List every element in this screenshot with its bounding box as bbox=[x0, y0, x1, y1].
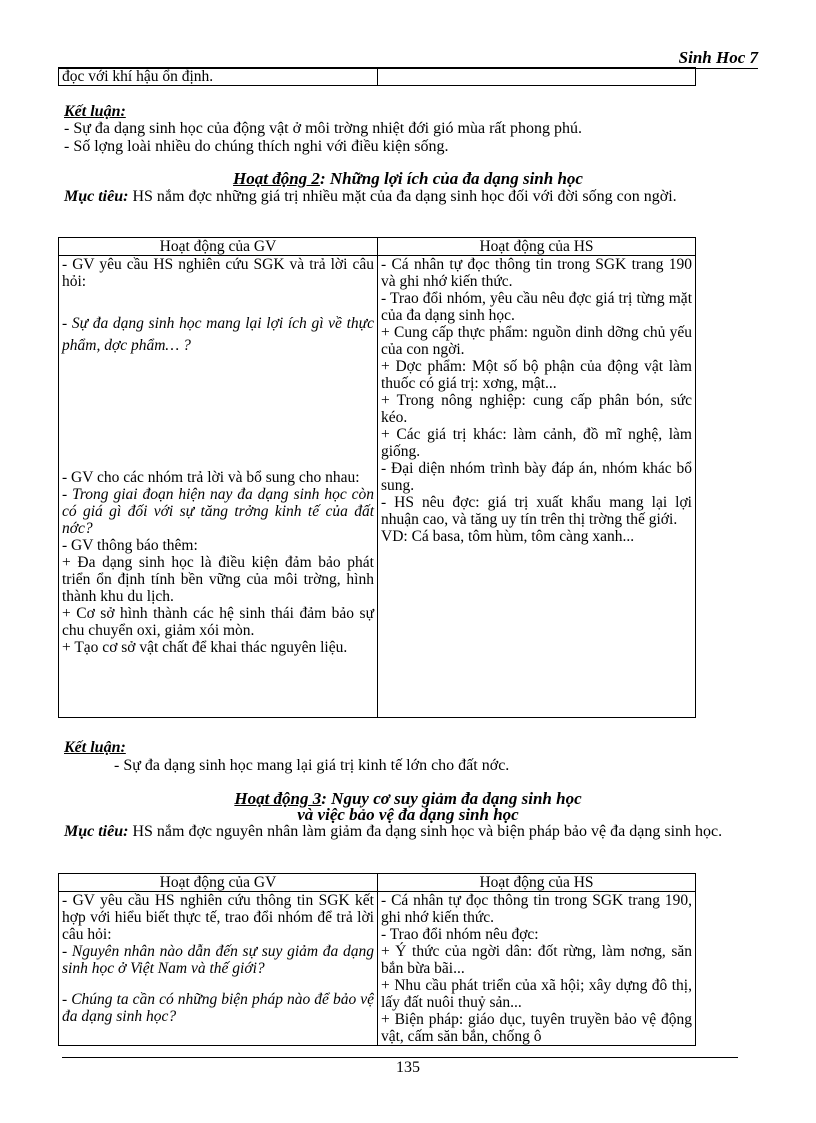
a3-gv-question-1: - Nguyên nhân nào dẫn đến sự suy giảm đa dạng sinh học ở Việt Nam và thế giới? bbox=[62, 943, 374, 977]
a2-hs-line-1: - Cá nhân tự đọc thông tin trong SGK trang 190 và ghi nhớ kiến thức. bbox=[381, 256, 692, 290]
activity-2-header-gv: Hoạt động của GV bbox=[59, 238, 378, 256]
activity-2-title bbox=[0, 170, 816, 188]
a3-hs-line-1: - Cá nhân tự đọc thông tin trong SGK trang 190, ghi nhớ kiến thức. bbox=[381, 892, 692, 926]
a3-hs-line-4: + Nhu cầu phát triển của xã hội; xây dựng đô thị, lấy đất nuôi thuỷ sản... bbox=[381, 977, 692, 1011]
top-table bbox=[58, 67, 696, 86]
a2-gv-line-3: - GV thông báo thêm: bbox=[62, 537, 198, 554]
activity-3-header-gv: Hoạt động của GV bbox=[59, 874, 378, 892]
a2-hs-line-6: + Các giá trị khác: làm cảnh, đồ mĩ nghệ, làm giống. bbox=[381, 426, 692, 460]
a3-gv-line-1: - GV yêu cầu HS nghiên cứu thông tin SGK kết hợp với hiểu biết thực tế, trao đổi nhóm để trả lời câu hỏi: bbox=[62, 892, 374, 943]
activity-3-objective bbox=[64, 823, 758, 841]
a2-gv-line-1: - GV yêu cầu HS nghiên cứu SGK và trả lời câu hỏi: bbox=[62, 256, 374, 290]
activity-3-header-hs: Hoạt động của HS bbox=[378, 874, 696, 892]
activity-2-gv-cell bbox=[59, 256, 378, 718]
footer-rule bbox=[62, 1057, 738, 1058]
activity-3-objective-text: HS nắm đợc nguyên nhân làm giảm đa dạng sinh học và biện pháp bảo vệ đa dạng sinh học. bbox=[128, 823, 723, 840]
a3-hs-line-2: - Trao đổi nhóm nêu đợc: bbox=[381, 926, 539, 943]
activity-3-gv-cell bbox=[59, 892, 378, 1046]
activity-3-title-rest: : Nguy cơ suy giảm đa dạng sinh học bbox=[321, 789, 582, 808]
a3-hs-line-5: + Biện pháp: giáo dục, tuyên truyền bảo vệ động vật, cấm săn bắn, chống ô bbox=[381, 1011, 692, 1045]
page-header-title: Sinh Hoc 7 bbox=[678, 48, 758, 67]
conclusion-1-label: Kết luận: bbox=[64, 103, 126, 120]
a2-hs-line-9: VD: Cá basa, tôm hùm, tôm càng xanh... bbox=[381, 528, 635, 545]
a2-gv-line-2: - GV cho các nhóm trả lời và bổ sung cho nhau: bbox=[62, 469, 360, 486]
conclusion-1-line-1: - Sự đa dạng sinh học của động vật ở môi trờng nhiệt đới gió mùa rất phong phú. bbox=[64, 120, 582, 137]
a2-hs-line-7: - Đại diện nhóm trình bày đáp án, nhóm khác bổ sung. bbox=[381, 460, 692, 494]
top-table-cell-right bbox=[378, 68, 696, 86]
activity-2-table bbox=[58, 237, 696, 718]
activity-2-hs-cell bbox=[378, 256, 696, 718]
activity-2-title-rest: : Những lợi ích của đa dạng sinh học bbox=[319, 169, 583, 188]
activity-2-objective-text: HS nắm đợc những giá trị nhiều mặt của đa dạng sinh học đối với đời sống con ngời. bbox=[128, 188, 677, 205]
activity-2-objective-label: Mục tiêu: bbox=[64, 188, 129, 205]
a3-hs-line-3: + Ý thức của ngời dân: đốt rừng, làm nơng, săn bắn bừa bãi... bbox=[381, 943, 692, 977]
a2-hs-line-5: + Trong nông nghiệp: cung cấp phân bón, sức kéo. bbox=[381, 392, 692, 426]
activity-3-hs-cell bbox=[378, 892, 696, 1046]
activity-3-table bbox=[58, 873, 696, 1046]
a2-gv-question-2: - Trong giai đoạn hiện nay đa dạng sinh học còn có giá gì đối với sự tăng trởng kinh tế của đất nớc? bbox=[62, 486, 374, 537]
activity-3-objective-label: Mục tiêu: bbox=[64, 823, 129, 840]
activity-3-title-line-2: và việc bảo vệ đa dạng sinh học bbox=[297, 805, 519, 824]
a2-gv-line-6: + Tạo cơ sở vật chất để khai thác nguyên liệu. bbox=[62, 639, 348, 656]
page-number: 135 bbox=[396, 1059, 420, 1076]
a2-gv-question-1: - Sự đa dạng sinh học mang lại lợi ích gì về thực phẩm, dợc phẩm… ? bbox=[62, 315, 374, 354]
conclusion-2-label: Kết luận: bbox=[64, 739, 126, 756]
conclusion-2-text: - Sự đa dạng sinh học mang lại giá trị kinh tế lớn cho đất nớc. bbox=[114, 757, 510, 774]
activity-2-objective bbox=[64, 188, 758, 206]
activity-2-header-hs: Hoạt động của HS bbox=[378, 238, 696, 256]
a3-gv-question-2: - Chúng ta cần có những biện pháp nào để bảo vệ đa dạng sinh học? bbox=[62, 991, 374, 1025]
top-table-cell-left: đọc với khí hậu ổn định. bbox=[59, 68, 378, 86]
a2-gv-line-5: + Cơ sở hình thành các hệ sinh thái đảm bảo sự chu chuyển oxi, giảm xói mòn. bbox=[62, 605, 374, 639]
a2-hs-line-2: - Trao đổi nhóm, yêu cầu nêu đợc giá trị từng mặt của đa dạng sinh học. bbox=[381, 290, 692, 324]
a2-gv-line-4: + Đa dạng sinh học là điều kiện đảm bảo phát triển ổn định tính bền vững của môi trờng, hình thành khu du lịch. bbox=[62, 554, 374, 605]
activity-2-title-prefix: Hoạt động 2 bbox=[233, 169, 320, 188]
a2-hs-line-8: - HS nêu đợc: giá trị xuất khẩu mang lại lợi nhuận cao, và tăng uy tín trên thị trờng thế giới. bbox=[381, 494, 692, 528]
conclusion-1-line-2: - Số lợng loài nhiều do chúng thích nghi với điều kiện sống. bbox=[64, 138, 449, 155]
a2-hs-line-3: + Cung cấp thực phẩm: nguồn dinh dỡng chủ yếu của con ngời. bbox=[381, 324, 692, 358]
activity-3-title-prefix: Hoạt động 3 bbox=[234, 789, 322, 808]
a2-hs-line-4: + Dợc phẩm: Một số bộ phận của động vật làm thuốc có giá trị: xơng, mật... bbox=[381, 358, 692, 392]
